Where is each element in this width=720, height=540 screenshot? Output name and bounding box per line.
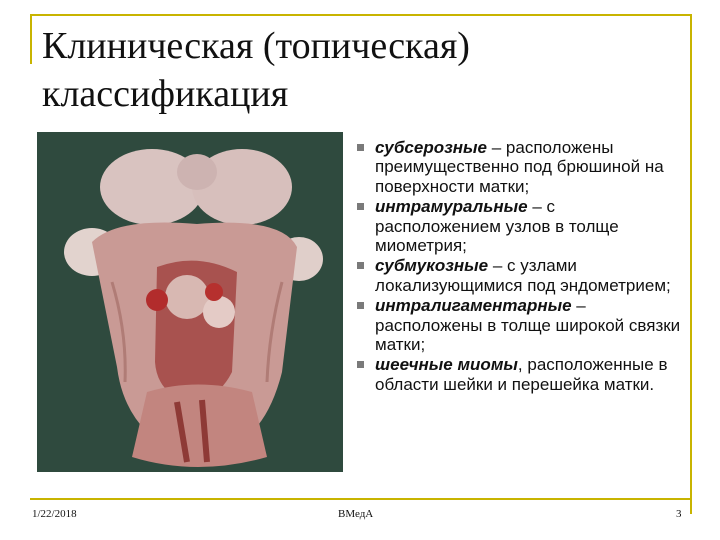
list-item-term: субсерозные (375, 138, 488, 157)
list-item-term: интралигаментарные (375, 296, 572, 316)
square-bullet-icon (357, 203, 364, 210)
list-item-term: шеечные миомы (375, 355, 518, 375)
list-item-text: – с узлами локализующимися под эндометрием; (375, 256, 671, 295)
uterus-specimen-photo (37, 132, 343, 472)
list-item-text: – расположены преимущественно под брюшиной на поверхности матки; (375, 138, 664, 196)
slide-title-line-1: Клиническая (топическая) (42, 25, 470, 67)
classification-list (355, 138, 685, 395)
list-item (355, 197, 685, 255)
list-item (355, 138, 685, 196)
frame-line-bottom (30, 498, 692, 500)
footer-institution: ВМедА (338, 508, 374, 520)
square-bullet-icon (357, 361, 364, 368)
list-item-term: интрамуральные (375, 197, 528, 217)
square-bullet-icon (357, 262, 364, 269)
footer-date: 1/22/2018 (32, 508, 77, 520)
list-item (355, 355, 685, 394)
square-bullet-icon (357, 144, 364, 151)
page-number: 3 (676, 508, 682, 520)
frame-line-right (690, 14, 692, 514)
list-item-text: – расположены в толще широкой связки матки; (375, 296, 681, 355)
square-bullet-icon (357, 302, 364, 309)
slide-title (42, 22, 662, 118)
list-item (355, 296, 685, 354)
list-item-text: , расположенные в области шейки и перешейка матки. (375, 355, 668, 394)
frame-line-top (30, 14, 690, 16)
slide-title-line-2: классификация (42, 73, 289, 115)
frame-line-left (30, 14, 32, 64)
list-item-term: субмукозные (375, 256, 489, 276)
list-item-text: – с расположением узлов в толще миометрия; (375, 197, 619, 256)
list-item (355, 256, 685, 295)
